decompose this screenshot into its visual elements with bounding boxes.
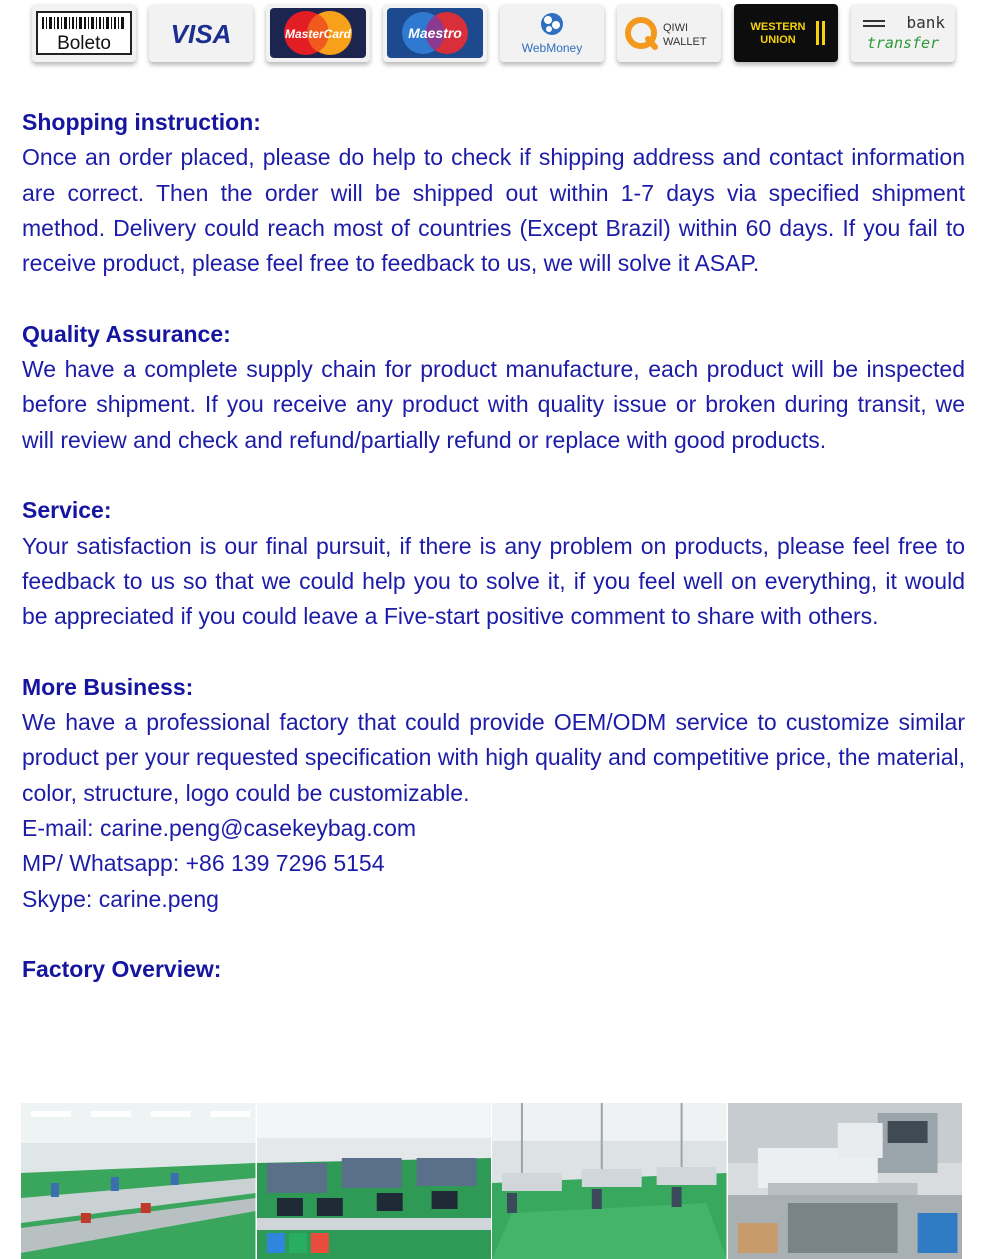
quality-assurance-heading: Quality Assurance: [22,320,231,347]
svg-text:bank: bank [906,13,945,32]
shopping-instruction-text: Once an order placed, please do help to check if shipping address and contact information are correct. Then the order will be shipped out within 1-7 days via specified shipment method. Delivery could reach most of countries (Except Brazil) within 60 days. If you fail to receive product, please feel free to feedback to us, we will solve it ASAP. [22,144,965,277]
bank-transfer-icon [851,4,955,62]
svg-text:WebMoney: WebMoney [521,41,583,55]
maestro-icon [383,4,487,62]
more-business-section [22,670,965,917]
svg-text:WALLET: WALLET [663,36,707,48]
factory-overview-heading: Factory Overview: [22,956,222,983]
svg-text:QIWI: QIWI [663,22,689,34]
boleto-icon [32,4,136,62]
quality-assurance-section [22,317,965,458]
svg-text:transfer: transfer [866,34,940,52]
webmoney-icon [500,4,604,62]
policy-content [22,105,965,1023]
contact-email: E-mail: carine.peng@casekeybag.com [22,814,417,841]
svg-text:MasterCard: MasterCard [284,27,352,41]
svg-text:Maestro: Maestro [408,25,462,41]
western-union-icon [734,4,838,62]
more-business-text: We have a professional factory that could provide OEM/ODM service to customize similar product per your requested specification with high quality and competitive price, the material, color, structure, logo could be customizable. [22,709,965,806]
factory-photo-strip [21,1103,962,1259]
production-line-photo [21,1103,256,1259]
more-business-heading: More Business: [22,673,194,700]
service-section [22,493,965,634]
service-heading: Service: [22,497,112,524]
svg-text:UNION: UNION [760,34,796,46]
workshop-floor-photo [492,1103,727,1259]
office-workstations-photo [257,1103,492,1259]
visa-icon [149,4,253,62]
svg-text:WESTERN: WESTERN [750,21,806,33]
mastercard-icon [266,4,370,62]
shopping-instruction-heading: Shopping instruction: [22,109,261,135]
svg-text:Boleto: Boleto [57,33,111,54]
svg-text:VISA: VISA [170,19,232,49]
contact-skype: Skype: carine.peng [22,885,219,912]
contact-whatsapp: MP/ Whatsapp: +86 139 7296 5154 [22,850,385,877]
factory-overview-section [22,952,965,987]
qiwi-icon [617,4,721,62]
service-text: Your satisfaction is our final pursuit, if there is any problem on products, please feel free to feedback to us so that we could help you to solve it, if you feel well on everything, it would be appreciated if you could leave a Five-start positive comment to share with others. [22,532,965,630]
quality-assurance-text: We have a complete supply chain for product manufacture, each product will be inspected before shipment. If you receive any product with quality issue or broken during transit, we will review and check and refund/partially refund or replace with good products. [22,356,965,453]
sewing-machine-photo [728,1103,963,1259]
shopping-instruction-section [22,105,965,281]
payment-methods-row [32,4,956,64]
